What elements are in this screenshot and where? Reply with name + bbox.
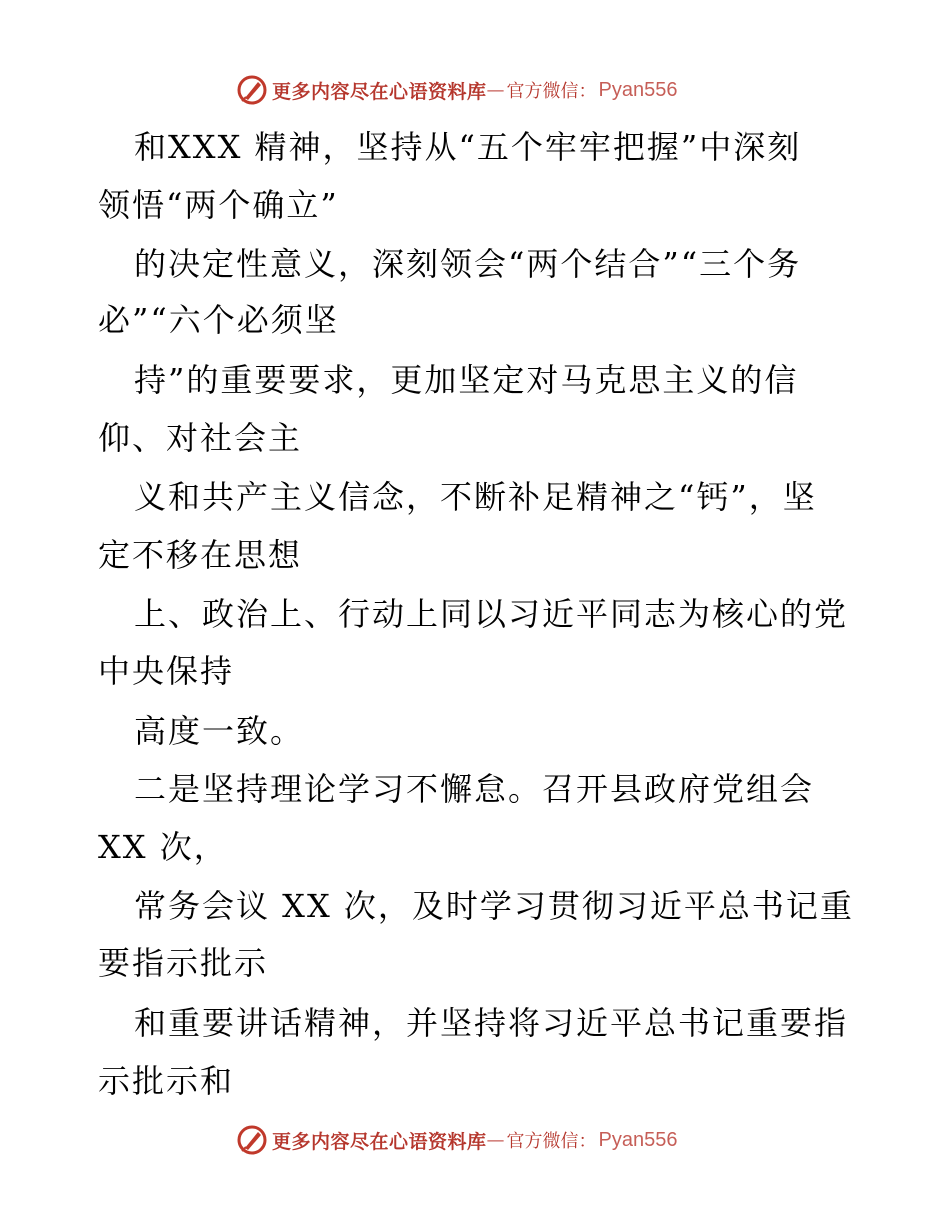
- text-line: 持”的重要要求，更加坚定对马克思主义的信: [134, 361, 799, 399]
- text-line: XX 次，: [98, 828, 228, 866]
- text-line: 仰、对社会主: [98, 419, 303, 457]
- footer-banner: [236, 1122, 756, 1158]
- text-line: 常务会议 XX 次，及时学习贯彻习近平总书记重: [134, 887, 854, 925]
- text-line: 二是坚持理论学习不懈怠。召开县政府党组会: [134, 770, 815, 808]
- text-line: 要指示批示: [98, 944, 269, 982]
- text-line: 的决定性意义，深刻领会“两个结合”“三个务: [134, 245, 802, 283]
- banner-promo-text: 更多内容尽在心语资料库: [272, 80, 487, 103]
- text-line: 定不移在思想: [98, 536, 303, 574]
- text-line: 领悟“两个确立”: [98, 186, 339, 224]
- text-line: 高度一致。: [134, 712, 305, 750]
- quill-pen-circle-logo-icon: [236, 1124, 268, 1156]
- banner-wechat-id: Pyan556: [598, 1128, 678, 1151]
- text-line: 和XXX 精神，坚持从“五个牢牢把握”中深刻: [134, 128, 802, 166]
- text-line: 中央保持: [98, 652, 235, 690]
- banner-promo-text: 更多内容尽在心语资料库: [272, 1130, 487, 1153]
- text-line: 和重要讲话精神，并坚持将习近平总书记重要指: [134, 1004, 849, 1042]
- banner-wechat-label: 官方微信：: [506, 1131, 597, 1152]
- banner-wechat-id: Pyan556: [598, 78, 678, 101]
- banner-wechat-label: 官方微信：: [506, 81, 597, 102]
- text-line: 示批示和: [98, 1062, 235, 1100]
- text-line: 必”“六个必须坚: [98, 301, 339, 339]
- text-line: 义和共产主义信念，不断补足精神之“钙”，坚: [134, 478, 817, 516]
- banner-separator: —: [486, 1129, 505, 1151]
- banner-separator: —: [486, 79, 505, 101]
- text-line: 上、政治上、行动上同以习近平同志为核心的党: [134, 595, 849, 633]
